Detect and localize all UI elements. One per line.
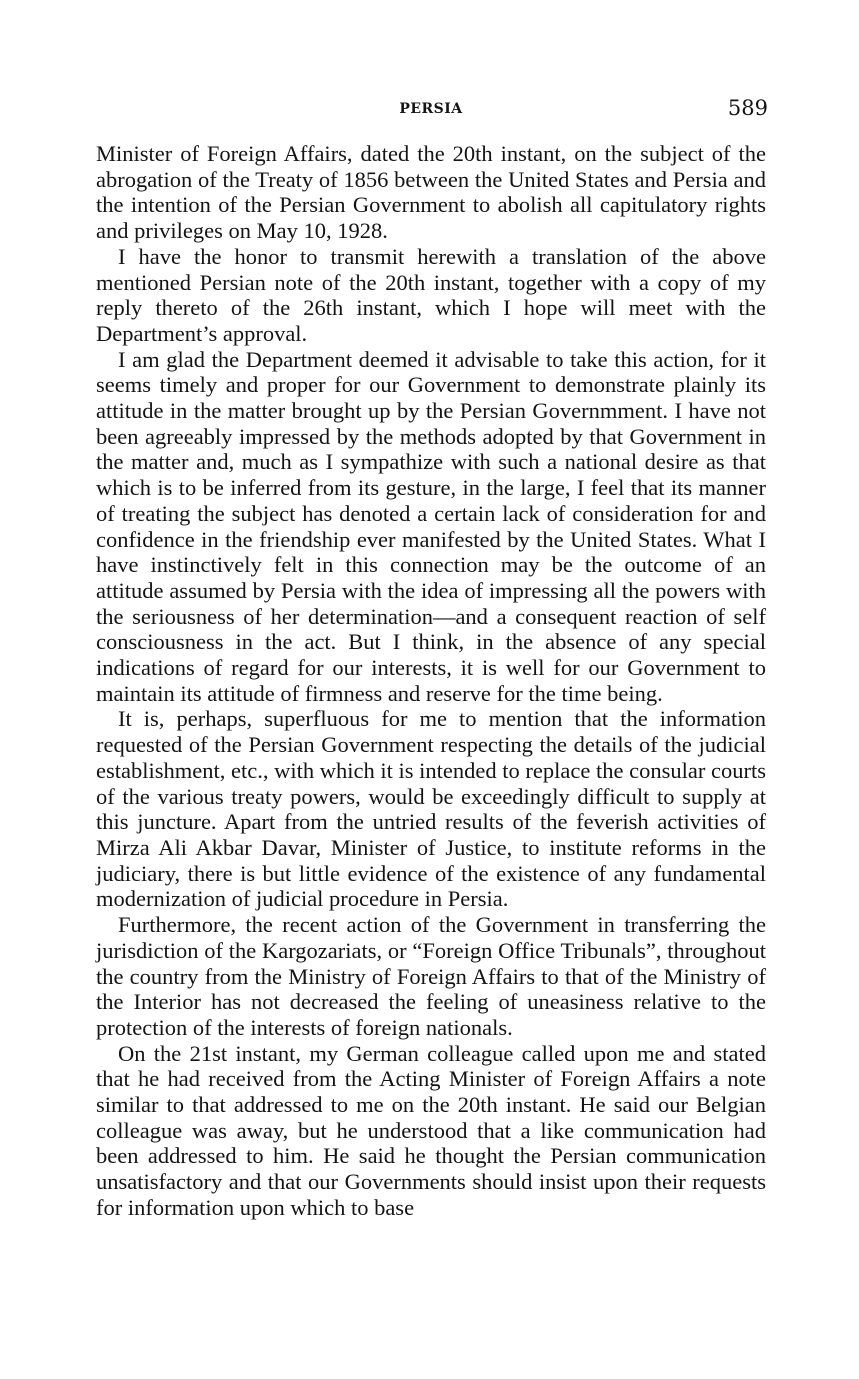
- paragraph-judicial-information: It is, perhaps, superfluous for me to mention that the information requested of the Persian Government respecting the details of the judicial establishment, etc., with which it is intended to replace the consular courts of the various treaty powers, would be exceedingly difficult to supply at this juncture. Apart from the untried results of the feverish activities of Mirza Ali Akbar Davar, Minister of Justice, to institute reforms in the judiciary, there is but little evidence of the existence of any fundamental modernization of judicial procedure in Persia.: [96, 706, 766, 912]
- body-text: [96, 141, 766, 1221]
- running-title: PERSIA: [399, 101, 463, 117]
- running-header: [96, 96, 766, 126]
- paragraph-transmittal: I have the honor to transmit herewith a translation of the above mentioned Persian note of the 20th instant, together with a copy of my reply thereto of the 26th instant, which I hope will meet with the Department’s approval.: [96, 243, 766, 346]
- page-number: 589: [727, 96, 768, 120]
- paragraph-german-colleague: On the 21st instant, my German colleague called upon me and stated that he had received from the Acting Minister of Foreign Affairs a note similar to that addressed to me on the 20th instant. He said our Belgian colleague was away, but he understood that a like communication had been addressed to him. He said he thought the Persian communication unsatisfactory and that our Governments should insist upon their requests for information upon which to base: [96, 1040, 766, 1220]
- paragraph-department-action: I am glad the Department deemed it advisable to take this action, for it seems timely and proper for our Government to demonstrate plainly its attitude in the matter brought up by the Persian Governmment. I have not been agreeably impressed by the methods adopted by that Government in the matter and, much as I sympathize with such a national desire as that which is to be inferred from its gesture, in the large, I feel that its manner of treating the subject has denoted a certain lack of consideration for and confidence in the friendship ever manifested by the United States. What I have instinctively felt in this connection may be the outcome of an attitude assumed by Persia with the idea of impressing all the powers with the seriousness of her determination—and a consequent reaction of self consciousness in the act. But I think, in the absence of any special indications of regard for our interests, it is well for our Government to maintain its attitude of firmness and reserve for the time being.: [96, 346, 766, 706]
- paragraph-continued: Minister of Foreign Affairs, dated the 20th instant, on the subject of the abrogation of the Treaty of 1856 between the United States and Persia and the intention of the Persian Government to abolish all capitulatory rights and privileges on May 10, 1928.: [96, 141, 766, 244]
- paragraph-kargozariats: Furthermore, the recent action of the Government in transferring the jurisdiction of the Kargozariats, or “Foreign Office Tribunals”, throughout the country from the Ministry of Foreign Affairs to that of the Ministry of the Interior has not decreased the feeling of uneasiness relative to the protection of the interests of foreign nationals.: [96, 912, 766, 1040]
